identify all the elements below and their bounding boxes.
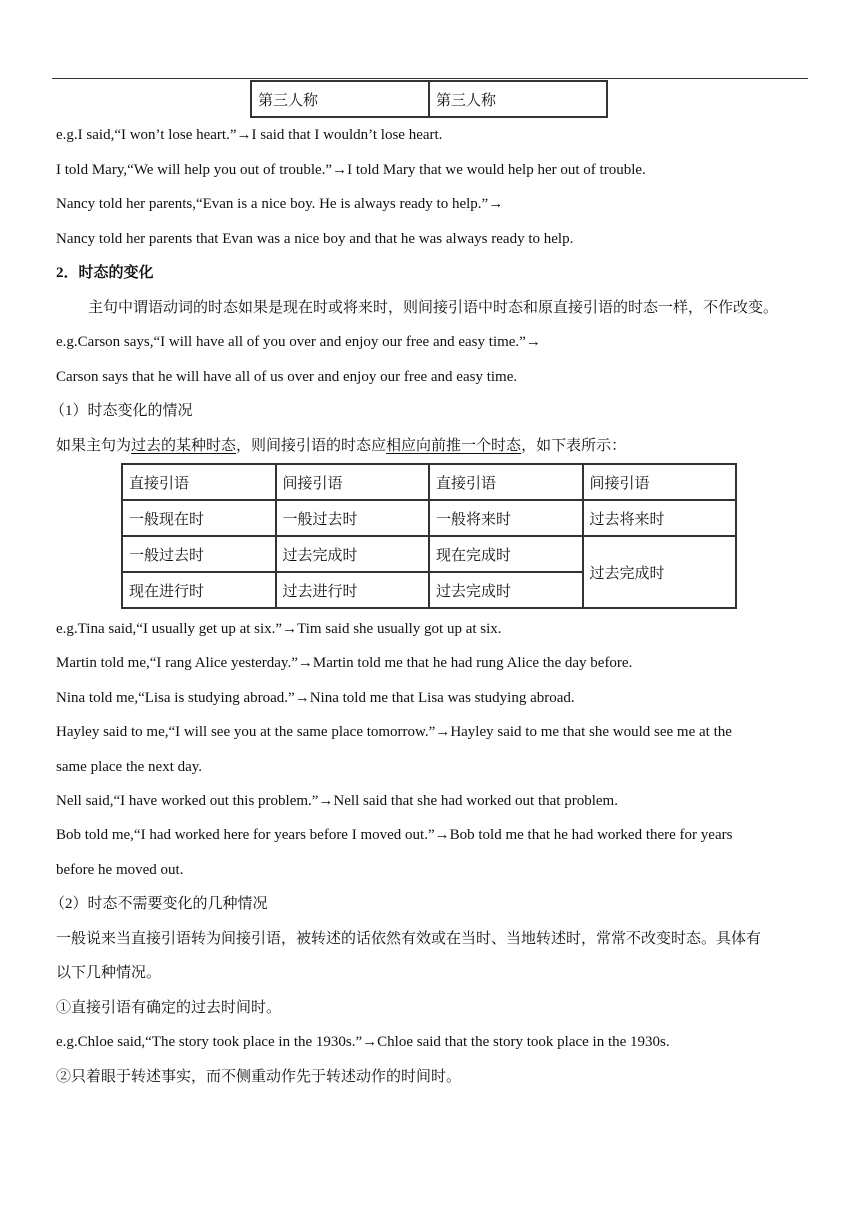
paragraph <box>56 436 626 456</box>
table-cell: 一般过去时 <box>276 500 430 536</box>
table-header-cell: 直接引语 <box>429 464 583 500</box>
header-rule <box>52 78 808 79</box>
table-header-cell: 间接引语 <box>276 464 430 500</box>
table-cell: 一般现在时 <box>122 500 276 536</box>
underlined-text: 过去的某种时态 <box>131 438 237 454</box>
table-row <box>122 464 736 500</box>
example-line: Carson says that he will have all of us over and enjoy our free and easy time. <box>56 369 518 385</box>
example-line: Nina told me,“Lisa is studying abroad.”→Nina told me that Lisa was studying abroad. <box>56 690 575 706</box>
table-header-cell: 间接引语 <box>583 464 737 500</box>
table-cell: 过去完成时 <box>429 572 583 608</box>
example-line: e.g.Chloe said,“The story took place in the 1930s.”→Chloe said that the story took place in the 1930s. <box>56 1034 670 1050</box>
example-line: Nancy told her parents,“Evan is a nice boy. He is always ready to help.”→ <box>56 196 504 212</box>
paragraph: 主句中谓语动词的时态如果是现在时或将来时，则间接引语中时态和原直接引语的时态一样，不作改变。 <box>88 300 779 316</box>
table-row <box>122 536 736 572</box>
table-merged-cell: 过去完成时 <box>583 536 737 608</box>
example-line: Nancy told her parents that Evan was a nice boy and that he was always ready to help. <box>56 231 574 247</box>
subsection-heading: （1）时态变化的情况 <box>50 403 193 419</box>
example-line: Hayley said to me,“I will see you at the same place tomorrow.”→Hayley said to me that she would see me at the <box>56 724 732 740</box>
table-cell: 第三人称 <box>429 81 607 117</box>
table-cell: 一般将来时 <box>429 500 583 536</box>
case-item: ②只着眼于转述事实，而不侧重动作先于转述动作的时间时。 <box>56 1069 462 1085</box>
table-cell: 过去完成时 <box>276 536 430 572</box>
example-line: Bob told me,“I had worked here for years before I moved out.”→Bob told me that he had worked there for years <box>56 827 733 843</box>
example-line: Nell said,“I have worked out this problem.”→Nell said that she had worked out that problem. <box>56 793 618 809</box>
example-line: e.g.Tina said,“I usually get up at six.”→Tim said she usually got up at six. <box>56 621 502 637</box>
table-cell: 现在完成时 <box>429 536 583 572</box>
section-heading: 2．时态的变化 <box>56 265 154 281</box>
person-table <box>250 80 608 118</box>
table-cell: 过去将来时 <box>583 500 737 536</box>
paragraph: 以下几种情况。 <box>56 965 162 981</box>
example-line: e.g.Carson says,“I will have all of you over and enjoy our free and easy time.”→ <box>56 334 541 350</box>
table-cell: 过去进行时 <box>276 572 430 608</box>
example-line: same place the next day. <box>56 759 203 775</box>
table-row <box>251 81 607 117</box>
table-row <box>122 500 736 536</box>
text: 如果主句为 <box>56 438 132 454</box>
text: ，则间接引语的时态应 <box>236 438 387 454</box>
paragraph: 一般说来当直接引语转为间接引语，被转述的话依然有效或在当时、当地转述时，常常不改变时态。具体有 <box>56 931 762 947</box>
example-line: e.g.I said,“I won’t lose heart.”→I said that I wouldn’t lose heart. <box>56 127 443 143</box>
case-item: ①直接引语有确定的过去时间时。 <box>56 1000 282 1016</box>
table-header-cell: 直接引语 <box>122 464 276 500</box>
example-line: before he moved out. <box>56 862 184 878</box>
subsection-heading: （2）时态不需要变化的几种情况 <box>50 896 268 912</box>
tense-table <box>121 463 737 609</box>
example-line: I told Mary,“We will help you out of trouble.”→I told Mary that we would help her out of trouble. <box>56 162 646 178</box>
table-cell: 现在进行时 <box>122 572 276 608</box>
table-cell: 一般过去时 <box>122 536 276 572</box>
table-cell: 第三人称 <box>251 81 429 117</box>
text: ，如下表所示： <box>521 438 627 454</box>
underlined-text: 相应向前推一个时态 <box>386 438 522 454</box>
example-line: Martin told me,“I rang Alice yesterday.”→Martin told me that he had rung Alice the day before. <box>56 655 633 671</box>
